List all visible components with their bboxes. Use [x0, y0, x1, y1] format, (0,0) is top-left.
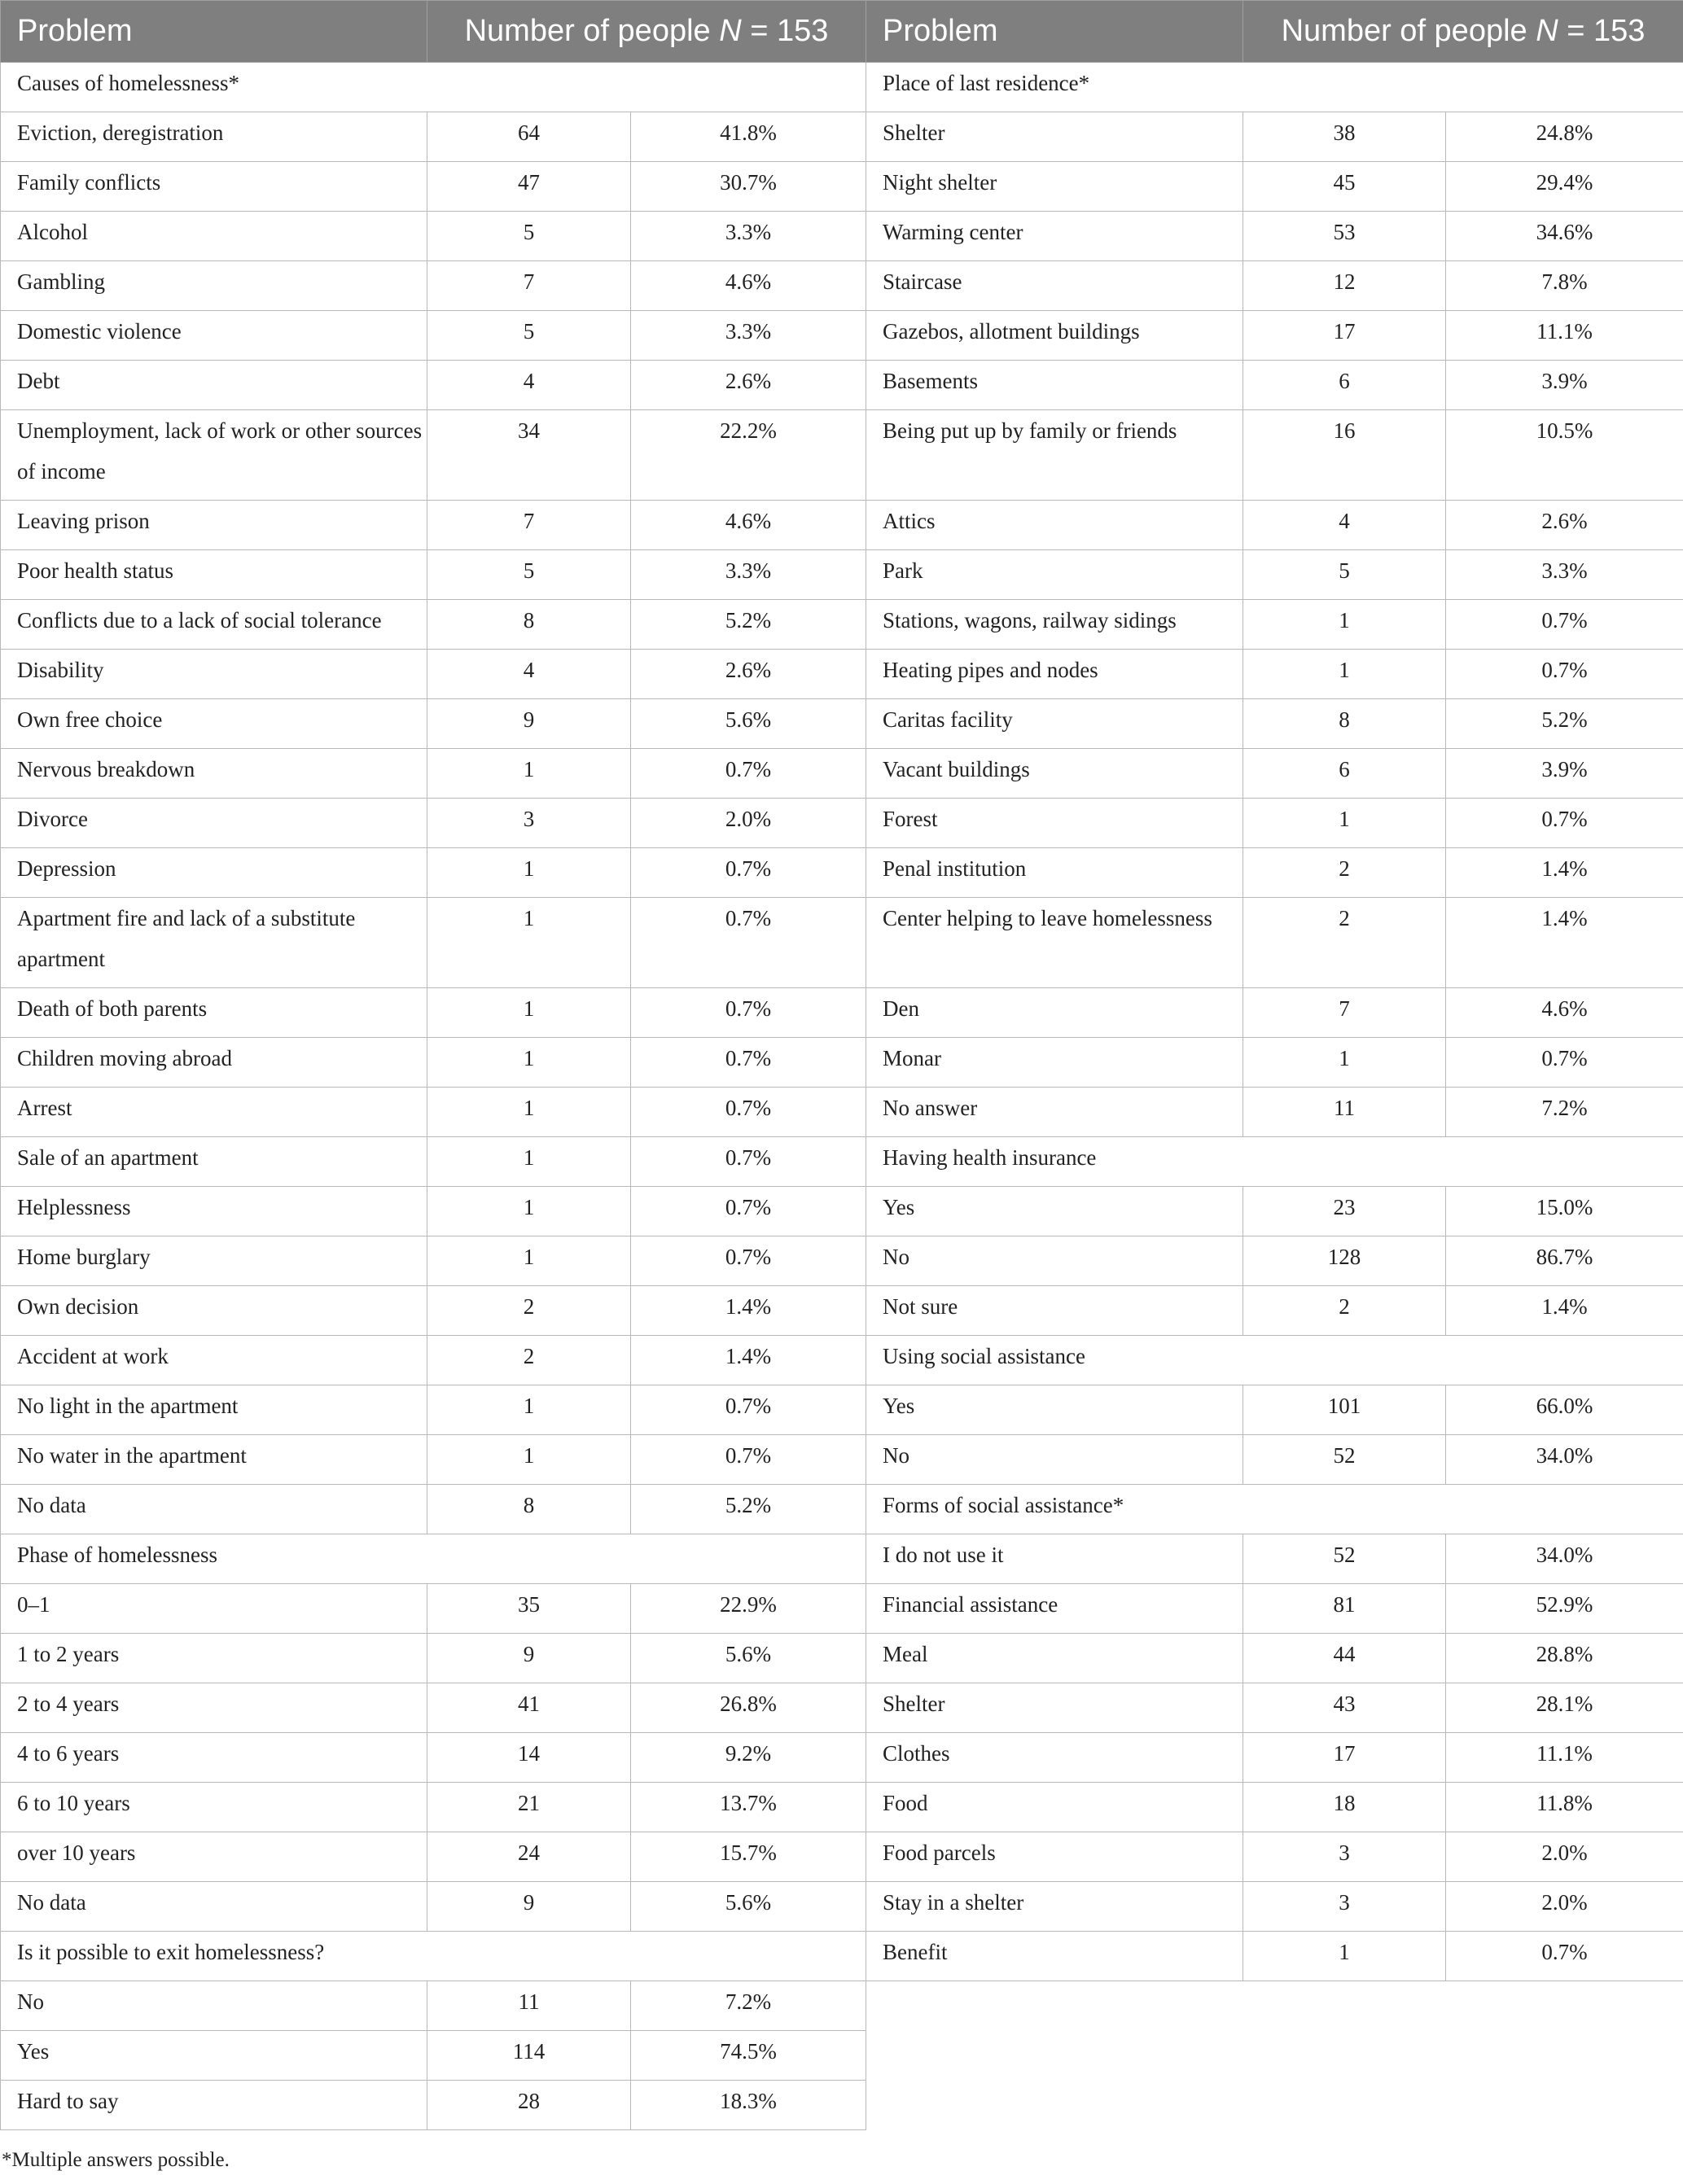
problem-cell: No: [866, 1236, 1243, 1286]
percent-cell: 34.6%: [1446, 212, 1683, 261]
count-cell: 45: [1243, 162, 1446, 212]
table-row: [1, 600, 1683, 650]
count-cell: 9: [427, 1882, 631, 1932]
count-cell: 35: [427, 1584, 631, 1634]
problem-cell: Debt: [1, 361, 427, 410]
percent-cell: 5.6%: [631, 1882, 866, 1932]
problem-cell: 2 to 4 years: [1, 1683, 427, 1733]
count-cell: 1: [1243, 1932, 1446, 1981]
problem-cell: Home burglary: [1, 1236, 427, 1286]
problem-cell: Gazebos, allotment buildings: [866, 311, 1243, 361]
problem-cell: Arrest: [1, 1088, 427, 1137]
count-cell: 5: [427, 311, 631, 361]
table-row: [1, 501, 1683, 550]
percent-cell: 1.4%: [631, 1336, 866, 1385]
problem-cell: No answer: [866, 1088, 1243, 1137]
count-cell: 1: [427, 1038, 631, 1088]
problem-cell: Divorce: [1, 799, 427, 848]
problem-cell: Sale of an apartment: [1, 1137, 427, 1187]
count-cell: 2: [427, 1336, 631, 1385]
table-row: [1, 898, 1683, 988]
percent-cell: 26.8%: [631, 1683, 866, 1733]
count-cell: 2: [1243, 898, 1446, 988]
count-cell: 1: [427, 988, 631, 1038]
problem-cell: 0–1: [1, 1584, 427, 1634]
problem-cell: Center helping to leave homelessness: [866, 898, 1243, 988]
problem-cell: No: [1, 1981, 427, 2031]
count-cell: 7: [1243, 988, 1446, 1038]
header-row: [1, 1, 1683, 63]
percent-cell: 11.1%: [1446, 1733, 1683, 1783]
count-cell: 18: [1243, 1783, 1446, 1832]
problem-cell: I do not use it: [866, 1534, 1243, 1584]
problem-cell: Children moving abroad: [1, 1038, 427, 1088]
count-cell: 5: [427, 550, 631, 600]
problem-cell: over 10 years: [1, 1832, 427, 1882]
problem-cell: Conflicts due to a lack of social tolerance: [1, 600, 427, 650]
percent-cell: 3.9%: [1446, 361, 1683, 410]
problem-cell: Staircase: [866, 261, 1243, 311]
problem-cell: Caritas facility: [866, 699, 1243, 749]
percent-cell: 3.3%: [631, 550, 866, 600]
percent-cell: 30.7%: [631, 162, 866, 212]
percent-cell: 3.3%: [631, 311, 866, 361]
count-cell: 5: [427, 212, 631, 261]
count-cell: 2: [1243, 1286, 1446, 1336]
percent-cell: 41.8%: [631, 112, 866, 162]
problem-cell: Leaving prison: [1, 501, 427, 550]
percent-cell: 5.6%: [631, 699, 866, 749]
count-cell: 1: [1243, 600, 1446, 650]
percent-cell: 52.9%: [1446, 1584, 1683, 1634]
percent-cell: 0.7%: [631, 988, 866, 1038]
count-cell: 3: [1243, 1882, 1446, 1932]
percent-cell: 0.7%: [631, 749, 866, 799]
problem-header-left: Problem: [1, 1, 427, 63]
empty-area: [866, 1981, 1683, 2130]
table-row: [1, 1236, 1683, 1286]
table-row: [1, 1385, 1683, 1435]
problem-cell: Domestic violence: [1, 311, 427, 361]
table-row: [1, 1981, 1683, 2031]
count-header-left: Number of people N = 153: [427, 1, 866, 63]
count-cell: 1: [1243, 650, 1446, 699]
count-cell: 101: [1243, 1385, 1446, 1435]
percent-cell: 2.0%: [1446, 1882, 1683, 1932]
percent-cell: 11.8%: [1446, 1783, 1683, 1832]
problem-cell: Hard to say: [1, 2081, 427, 2130]
table-row: [1, 650, 1683, 699]
table-row: [1, 1435, 1683, 1485]
count-cell: 5: [1243, 550, 1446, 600]
table-row: [1, 1584, 1683, 1634]
problem-cell: 6 to 10 years: [1, 1783, 427, 1832]
percent-cell: 4.6%: [631, 261, 866, 311]
problem-cell: Own decision: [1, 1286, 427, 1336]
count-cell: 1: [427, 1435, 631, 1485]
count-cell: 2: [427, 1286, 631, 1336]
table-row: [1, 1683, 1683, 1733]
count-cell: 4: [1243, 501, 1446, 550]
problem-cell: Unemployment, lack of work or other sources of income: [1, 410, 427, 501]
count-cell: 7: [427, 501, 631, 550]
problem-cell: Yes: [1, 2031, 427, 2081]
table-row: [1, 988, 1683, 1038]
count-cell: 4: [427, 650, 631, 699]
count-cell: 16: [1243, 410, 1446, 501]
percent-cell: 4.6%: [631, 501, 866, 550]
percent-cell: 0.7%: [1446, 650, 1683, 699]
percent-cell: 10.5%: [1446, 410, 1683, 501]
percent-cell: 18.3%: [631, 2081, 866, 2130]
count-cell: 52: [1243, 1534, 1446, 1584]
problem-cell: Poor health status: [1, 550, 427, 600]
percent-cell: 11.1%: [1446, 311, 1683, 361]
count-cell: 1: [427, 1088, 631, 1137]
count-cell: 1: [427, 1236, 631, 1286]
count-cell: 9: [427, 699, 631, 749]
problem-cell: Meal: [866, 1634, 1243, 1683]
percent-cell: 3.9%: [1446, 749, 1683, 799]
percent-cell: 5.6%: [631, 1634, 866, 1683]
percent-cell: 5.2%: [1446, 699, 1683, 749]
percent-cell: 5.2%: [631, 600, 866, 650]
table-row: [1, 1733, 1683, 1783]
problem-header-right: Problem: [866, 1, 1243, 63]
table-row: [1, 112, 1683, 162]
table-row: [1, 361, 1683, 410]
percent-cell: 66.0%: [1446, 1385, 1683, 1435]
section-title: Having health insurance: [866, 1137, 1683, 1187]
footnote: *Multiple answers possible.: [2, 2149, 230, 2171]
table-row: [1, 1882, 1683, 1932]
problem-cell: Death of both parents: [1, 988, 427, 1038]
percent-cell: 0.7%: [631, 1088, 866, 1137]
percent-cell: 0.7%: [1446, 1038, 1683, 1088]
percent-cell: 0.7%: [631, 1236, 866, 1286]
percent-cell: 22.9%: [631, 1584, 866, 1634]
problem-cell: Clothes: [866, 1733, 1243, 1783]
percent-cell: 3.3%: [1446, 550, 1683, 600]
table-row: [1, 1038, 1683, 1088]
table-row: [1, 749, 1683, 799]
count-cell: 3: [1243, 1832, 1446, 1882]
count-cell: 14: [427, 1733, 631, 1783]
problem-cell: No water in the apartment: [1, 1435, 427, 1485]
problem-cell: Being put up by family or friends: [866, 410, 1243, 501]
table-row: [1, 1187, 1683, 1236]
percent-cell: 0.7%: [631, 898, 866, 988]
problem-cell: Accident at work: [1, 1336, 427, 1385]
count-cell: 23: [1243, 1187, 1446, 1236]
table-row: [1, 1783, 1683, 1832]
percent-cell: 13.7%: [631, 1783, 866, 1832]
count-cell: 17: [1243, 311, 1446, 361]
problem-cell: Shelter: [866, 112, 1243, 162]
table-row: [1, 1336, 1683, 1385]
problem-cell: No data: [1, 1882, 427, 1932]
table-row: [1, 799, 1683, 848]
percent-cell: 1.4%: [1446, 1286, 1683, 1336]
percent-cell: 0.7%: [1446, 600, 1683, 650]
count-cell: 41: [427, 1683, 631, 1733]
percent-cell: 28.1%: [1446, 1683, 1683, 1733]
percent-cell: 2.0%: [631, 799, 866, 848]
percent-cell: 15.0%: [1446, 1187, 1683, 1236]
percent-cell: 4.6%: [1446, 988, 1683, 1038]
percent-cell: 7.2%: [1446, 1088, 1683, 1137]
percent-cell: 2.6%: [1446, 501, 1683, 550]
percent-cell: 7.2%: [631, 1981, 866, 2031]
problem-cell: Food: [866, 1783, 1243, 1832]
problem-cell: Yes: [866, 1187, 1243, 1236]
problem-cell: Stay in a shelter: [866, 1882, 1243, 1932]
problem-cell: 4 to 6 years: [1, 1733, 427, 1783]
count-cell: 1: [427, 749, 631, 799]
count-cell: 24: [427, 1832, 631, 1882]
percent-cell: 0.7%: [631, 1038, 866, 1088]
problem-cell: No light in the apartment: [1, 1385, 427, 1435]
count-cell: 17: [1243, 1733, 1446, 1783]
count-cell: 6: [1243, 361, 1446, 410]
count-cell: 2: [1243, 848, 1446, 898]
problem-cell: Penal institution: [866, 848, 1243, 898]
problem-cell: Monar: [866, 1038, 1243, 1088]
problem-cell: Financial assistance: [866, 1584, 1243, 1634]
problem-cell: Nervous breakdown: [1, 749, 427, 799]
problem-cell: Eviction, deregistration: [1, 112, 427, 162]
problem-cell: Benefit: [866, 1932, 1243, 1981]
percent-cell: 29.4%: [1446, 162, 1683, 212]
table-row: [1, 63, 1683, 112]
problem-cell: Disability: [1, 650, 427, 699]
problem-cell: Warming center: [866, 212, 1243, 261]
count-cell: 11: [427, 1981, 631, 2031]
count-cell: 1: [1243, 1038, 1446, 1088]
count-cell: 53: [1243, 212, 1446, 261]
table-row: [1, 1286, 1683, 1336]
count-cell: 44: [1243, 1634, 1446, 1683]
problem-cell: Vacant buildings: [866, 749, 1243, 799]
section-title: Phase of homelessness: [1, 1534, 866, 1584]
problem-cell: Own free choice: [1, 699, 427, 749]
count-cell: 4: [427, 361, 631, 410]
section-title: Causes of homelessness*: [1, 63, 866, 112]
count-cell: 1: [427, 1137, 631, 1187]
percent-cell: 74.5%: [631, 2031, 866, 2081]
problem-cell: Alcohol: [1, 212, 427, 261]
percent-cell: 22.2%: [631, 410, 866, 501]
count-cell: 9: [427, 1634, 631, 1683]
table-row: [1, 1137, 1683, 1187]
count-cell: 6: [1243, 749, 1446, 799]
problem-cell: Food parcels: [866, 1832, 1243, 1882]
problem-cell: No data: [1, 1485, 427, 1534]
table-row: [1, 1832, 1683, 1882]
count-cell: 11: [1243, 1088, 1446, 1137]
table-row: [1, 1088, 1683, 1137]
problem-cell: Helplessness: [1, 1187, 427, 1236]
table-row: [1, 311, 1683, 361]
percent-cell: 1.4%: [1446, 898, 1683, 988]
count-cell: 1: [427, 848, 631, 898]
problem-cell: Park: [866, 550, 1243, 600]
count-cell: 8: [1243, 699, 1446, 749]
percent-cell: 2.6%: [631, 650, 866, 699]
count-cell: 128: [1243, 1236, 1446, 1286]
problem-cell: Not sure: [866, 1286, 1243, 1336]
problem-cell: Forest: [866, 799, 1243, 848]
percent-cell: 1.4%: [631, 1286, 866, 1336]
percent-cell: 15.7%: [631, 1832, 866, 1882]
table-row: [1, 848, 1683, 898]
percent-cell: 0.7%: [1446, 799, 1683, 848]
table-row: [1, 212, 1683, 261]
count-cell: 12: [1243, 261, 1446, 311]
problem-cell: Depression: [1, 848, 427, 898]
percent-cell: 9.2%: [631, 1733, 866, 1783]
section-title: Using social assistance: [866, 1336, 1683, 1385]
count-cell: 8: [427, 1485, 631, 1534]
count-cell: 52: [1243, 1435, 1446, 1485]
problem-cell: Apartment fire and lack of a substitute apartment: [1, 898, 427, 988]
problem-cell: Yes: [866, 1385, 1243, 1435]
problem-cell: Attics: [866, 501, 1243, 550]
count-cell: 81: [1243, 1584, 1446, 1634]
percent-cell: 0.7%: [1446, 1932, 1683, 1981]
table-row: [1, 1634, 1683, 1683]
percent-cell: 5.2%: [631, 1485, 866, 1534]
problem-cell: Shelter: [866, 1683, 1243, 1733]
problem-cell: Den: [866, 988, 1243, 1038]
problem-cell: 1 to 2 years: [1, 1634, 427, 1683]
section-title: Forms of social assistance*: [866, 1485, 1683, 1534]
percent-cell: 24.8%: [1446, 112, 1683, 162]
table-row: [1, 1485, 1683, 1534]
percent-cell: 28.8%: [1446, 1634, 1683, 1683]
percent-cell: 34.0%: [1446, 1435, 1683, 1485]
section-title: Place of last residence*: [866, 63, 1683, 112]
problem-cell: Stations, wagons, railway sidings: [866, 600, 1243, 650]
count-cell: 28: [427, 2081, 631, 2130]
problem-cell: No: [866, 1435, 1243, 1485]
count-cell: 8: [427, 600, 631, 650]
table-row: [1, 162, 1683, 212]
section-title: Is it possible to exit homelessness?: [1, 1932, 866, 1981]
problem-cell: Basements: [866, 361, 1243, 410]
percent-cell: 0.7%: [631, 1187, 866, 1236]
percent-cell: 0.7%: [631, 848, 866, 898]
percent-cell: 2.0%: [1446, 1832, 1683, 1882]
percent-cell: 0.7%: [631, 1137, 866, 1187]
count-cell: 43: [1243, 1683, 1446, 1733]
percent-cell: 86.7%: [1446, 1236, 1683, 1286]
percent-cell: 34.0%: [1446, 1534, 1683, 1584]
problem-cell: Night shelter: [866, 162, 1243, 212]
percent-cell: 2.6%: [631, 361, 866, 410]
count-cell: 1: [427, 898, 631, 988]
percent-cell: 0.7%: [631, 1435, 866, 1485]
table-row: [1, 410, 1683, 501]
percent-cell: 3.3%: [631, 212, 866, 261]
count-cell: 7: [427, 261, 631, 311]
count-cell: 21: [427, 1783, 631, 1832]
count-cell: 47: [427, 162, 631, 212]
table-body: [1, 63, 1683, 2130]
count-cell: 64: [427, 112, 631, 162]
count-cell: 1: [1243, 799, 1446, 848]
problem-cell: Family conflicts: [1, 162, 427, 212]
count-cell: 1: [427, 1187, 631, 1236]
problem-cell: Gambling: [1, 261, 427, 311]
count-cell: 3: [427, 799, 631, 848]
count-cell: 114: [427, 2031, 631, 2081]
table-row: [1, 1534, 1683, 1584]
count-cell: 34: [427, 410, 631, 501]
count-cell: 38: [1243, 112, 1446, 162]
percent-cell: 0.7%: [631, 1385, 866, 1435]
problem-cell: Heating pipes and nodes: [866, 650, 1243, 699]
percent-cell: 1.4%: [1446, 848, 1683, 898]
table-row: [1, 550, 1683, 600]
table-row: [1, 261, 1683, 311]
table-row: [1, 1932, 1683, 1981]
count-header-right: Number of people N = 153: [1243, 1, 1683, 63]
count-cell: 1: [427, 1385, 631, 1435]
percent-cell: 7.8%: [1446, 261, 1683, 311]
table-row: [1, 699, 1683, 749]
